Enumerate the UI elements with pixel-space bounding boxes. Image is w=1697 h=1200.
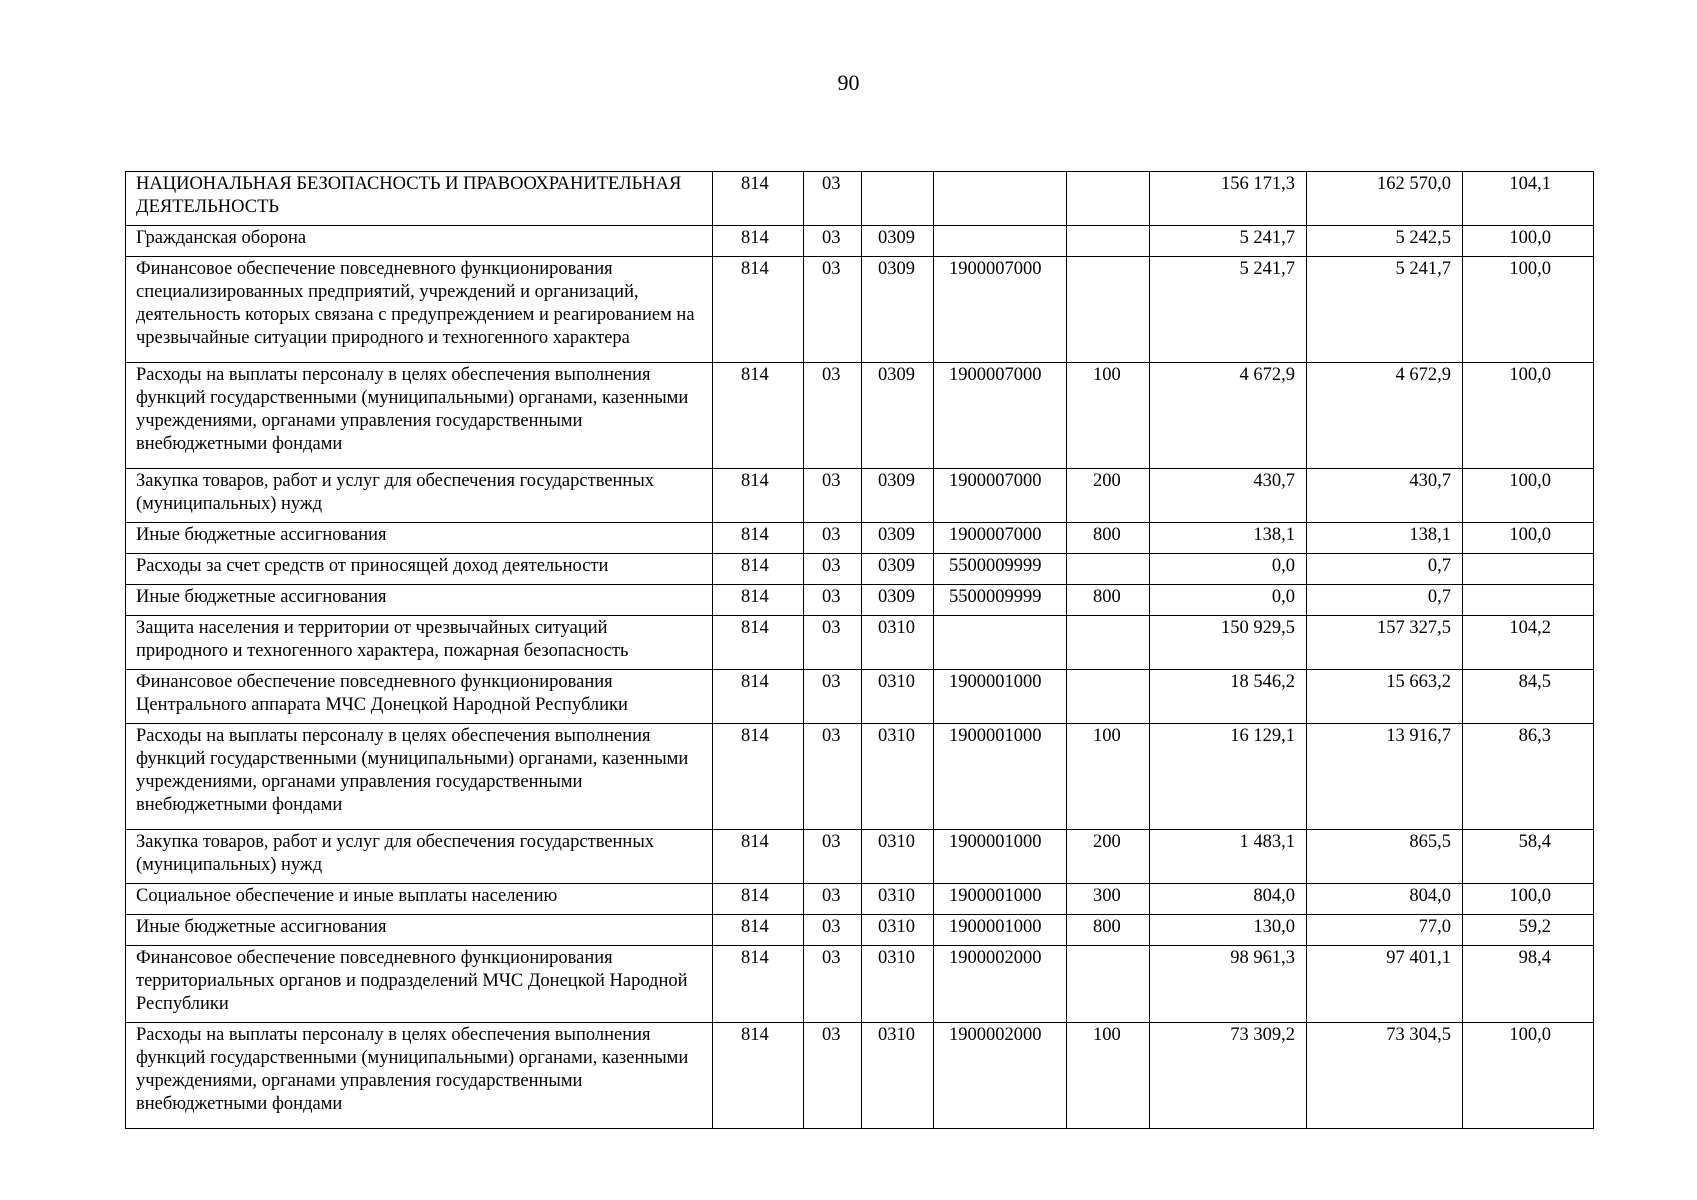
row-code: 814: [713, 523, 804, 554]
row-subsection: [862, 172, 934, 226]
row-code: 814: [713, 1023, 804, 1129]
row-subsection: 0310: [862, 915, 934, 946]
row-section: 03: [804, 257, 862, 363]
row-expense-type: 200: [1067, 830, 1150, 884]
row-actual-amount: 157 327,5: [1307, 616, 1463, 670]
row-article: 5500009999: [934, 585, 1067, 616]
table-row: [126, 915, 1594, 946]
row-article: 1900001000: [934, 670, 1067, 724]
row-percent: 59,2: [1463, 915, 1594, 946]
row-actual-amount: 5 242,5: [1307, 226, 1463, 257]
row-article: 1900001000: [934, 915, 1067, 946]
row-actual-amount: 73 304,5: [1307, 1023, 1463, 1129]
table-row: [126, 172, 1594, 226]
row-percent: [1463, 554, 1594, 585]
row-plan-amount: 16 129,1: [1150, 724, 1307, 830]
row-name: Гражданская оборона: [126, 226, 713, 257]
row-plan-amount: 0,0: [1150, 554, 1307, 585]
table-row: [126, 946, 1594, 1023]
row-section: 03: [804, 585, 862, 616]
row-plan-amount: 138,1: [1150, 523, 1307, 554]
row-expense-type: 300: [1067, 884, 1150, 915]
row-code: 814: [713, 585, 804, 616]
row-subsection: 0310: [862, 946, 934, 1023]
row-actual-amount: 430,7: [1307, 469, 1463, 523]
row-percent: [1463, 585, 1594, 616]
row-expense-type: [1067, 946, 1150, 1023]
row-expense-type: 800: [1067, 585, 1150, 616]
table-row: [126, 670, 1594, 724]
row-code: 814: [713, 670, 804, 724]
row-section: 03: [804, 554, 862, 585]
row-percent: 100,0: [1463, 363, 1594, 469]
row-name: Иные бюджетные ассигнования: [126, 523, 713, 554]
row-percent: 86,3: [1463, 724, 1594, 830]
page-number: 90: [837, 70, 860, 95]
row-plan-amount: 430,7: [1150, 469, 1307, 523]
row-article: 1900007000: [934, 363, 1067, 469]
table-row: [126, 469, 1594, 523]
row-percent: 100,0: [1463, 884, 1594, 915]
row-percent: 100,0: [1463, 257, 1594, 363]
row-article: 1900001000: [934, 884, 1067, 915]
table-row: [126, 257, 1594, 363]
row-section: 03: [804, 172, 862, 226]
budget-table: [125, 171, 1594, 1129]
row-actual-amount: 13 916,7: [1307, 724, 1463, 830]
table-row: [126, 363, 1594, 469]
row-actual-amount: 865,5: [1307, 830, 1463, 884]
table-row: [126, 554, 1594, 585]
row-expense-type: 800: [1067, 915, 1150, 946]
row-name: Расходы на выплаты персоналу в целях обеспечения выполнения функций государственными (муниципальными) органами, казенными учреждениями, органами управления государственными внебюджетными фондами: [126, 1023, 713, 1129]
row-article: 1900001000: [934, 830, 1067, 884]
row-plan-amount: 73 309,2: [1150, 1023, 1307, 1129]
row-actual-amount: 0,7: [1307, 554, 1463, 585]
row-subsection: 0310: [862, 830, 934, 884]
row-percent: 100,0: [1463, 523, 1594, 554]
table-row: [126, 616, 1594, 670]
row-plan-amount: 5 241,7: [1150, 257, 1307, 363]
row-actual-amount: 804,0: [1307, 884, 1463, 915]
row-subsection: 0309: [862, 554, 934, 585]
row-name: Финансовое обеспечение повседневного функционирования специализированных предприятий, учреждений и организаций, деятельность которых связана с предупреждением и реагированием на чрезвычайные ситуации природного и техногенного характера: [126, 257, 713, 363]
row-section: 03: [804, 724, 862, 830]
row-article: 1900007000: [934, 523, 1067, 554]
row-percent: 100,0: [1463, 1023, 1594, 1129]
row-code: 814: [713, 724, 804, 830]
row-expense-type: [1067, 670, 1150, 724]
row-plan-amount: 156 171,3: [1150, 172, 1307, 226]
row-subsection: 0309: [862, 585, 934, 616]
table-body: [126, 172, 1594, 1129]
row-article: [934, 616, 1067, 670]
row-plan-amount: 130,0: [1150, 915, 1307, 946]
row-article: 5500009999: [934, 554, 1067, 585]
row-expense-type: 200: [1067, 469, 1150, 523]
row-code: 814: [713, 172, 804, 226]
row-name: Закупка товаров, работ и услуг для обеспечения государственных (муниципальных) нужд: [126, 830, 713, 884]
row-name: Финансовое обеспечение повседневного функционирования территориальных органов и подразделений МЧС Донецкой Народной Республики: [126, 946, 713, 1023]
row-article: 1900007000: [934, 469, 1067, 523]
table-row: [126, 830, 1594, 884]
row-plan-amount: 1 483,1: [1150, 830, 1307, 884]
row-name: Иные бюджетные ассигнования: [126, 915, 713, 946]
row-expense-type: [1067, 172, 1150, 226]
row-subsection: 0310: [862, 616, 934, 670]
row-subsection: 0310: [862, 884, 934, 915]
row-article: [934, 172, 1067, 226]
row-plan-amount: 18 546,2: [1150, 670, 1307, 724]
row-code: 814: [713, 226, 804, 257]
row-actual-amount: 77,0: [1307, 915, 1463, 946]
row-percent: 100,0: [1463, 469, 1594, 523]
row-code: 814: [713, 884, 804, 915]
row-section: 03: [804, 1023, 862, 1129]
table-row: [126, 1023, 1594, 1129]
row-name: НАЦИОНАЛЬНАЯ БЕЗОПАСНОСТЬ И ПРАВООХРАНИТЕЛЬНАЯ ДЕЯТЕЛЬНОСТЬ: [126, 172, 713, 226]
row-percent: 100,0: [1463, 226, 1594, 257]
row-name: Защита населения и территории от чрезвычайных ситуаций природного и техногенного характера, пожарная безопасность: [126, 616, 713, 670]
row-expense-type: [1067, 226, 1150, 257]
row-percent: 98,4: [1463, 946, 1594, 1023]
table-row: [126, 523, 1594, 554]
row-expense-type: [1067, 554, 1150, 585]
row-actual-amount: 0,7: [1307, 585, 1463, 616]
row-percent: 104,2: [1463, 616, 1594, 670]
row-actual-amount: 5 241,7: [1307, 257, 1463, 363]
row-actual-amount: 97 401,1: [1307, 946, 1463, 1023]
row-article: 1900001000: [934, 724, 1067, 830]
row-expense-type: 800: [1067, 523, 1150, 554]
table-row: [126, 585, 1594, 616]
row-name: Расходы за счет средств от приносящей доход деятельности: [126, 554, 713, 585]
row-plan-amount: 804,0: [1150, 884, 1307, 915]
row-expense-type: [1067, 257, 1150, 363]
row-name: Закупка товаров, работ и услуг для обеспечения государственных (муниципальных) нужд: [126, 469, 713, 523]
row-code: 814: [713, 946, 804, 1023]
row-article: 1900002000: [934, 1023, 1067, 1129]
row-code: 814: [713, 257, 804, 363]
row-name: Социальное обеспечение и иные выплаты населению: [126, 884, 713, 915]
row-section: 03: [804, 616, 862, 670]
row-actual-amount: 162 570,0: [1307, 172, 1463, 226]
row-section: 03: [804, 226, 862, 257]
row-subsection: 0309: [862, 469, 934, 523]
row-plan-amount: 4 672,9: [1150, 363, 1307, 469]
row-expense-type: 100: [1067, 724, 1150, 830]
row-article: [934, 226, 1067, 257]
row-subsection: 0309: [862, 226, 934, 257]
row-subsection: 0309: [862, 257, 934, 363]
row-section: 03: [804, 915, 862, 946]
table-row: [126, 226, 1594, 257]
row-subsection: 0309: [862, 523, 934, 554]
table-row: [126, 884, 1594, 915]
row-percent: 58,4: [1463, 830, 1594, 884]
row-actual-amount: 138,1: [1307, 523, 1463, 554]
row-section: 03: [804, 670, 862, 724]
row-section: 03: [804, 884, 862, 915]
row-code: 814: [713, 915, 804, 946]
row-subsection: 0310: [862, 670, 934, 724]
row-name: Расходы на выплаты персоналу в целях обеспечения выполнения функций государственными (муниципальными) органами, казенными учреждениями, органами управления государственными внебюджетными фондами: [126, 724, 713, 830]
row-expense-type: [1067, 616, 1150, 670]
row-name: Финансовое обеспечение повседневного функционирования Центрального аппарата МЧС Донецкой Народной Республики: [126, 670, 713, 724]
row-name: Иные бюджетные ассигнования: [126, 585, 713, 616]
row-article: 1900007000: [934, 257, 1067, 363]
row-name: Расходы на выплаты персоналу в целях обеспечения выполнения функций государственными (муниципальными) органами, казенными учреждениями, органами управления государственными внебюджетными фондами: [126, 363, 713, 469]
row-article: 1900002000: [934, 946, 1067, 1023]
table-row: [126, 724, 1594, 830]
row-section: 03: [804, 830, 862, 884]
row-plan-amount: 0,0: [1150, 585, 1307, 616]
row-percent: 84,5: [1463, 670, 1594, 724]
row-section: 03: [804, 946, 862, 1023]
row-code: 814: [713, 554, 804, 585]
row-plan-amount: 5 241,7: [1150, 226, 1307, 257]
row-expense-type: 100: [1067, 1023, 1150, 1129]
row-subsection: 0310: [862, 1023, 934, 1129]
row-section: 03: [804, 523, 862, 554]
row-code: 814: [713, 363, 804, 469]
row-subsection: 0309: [862, 363, 934, 469]
row-section: 03: [804, 469, 862, 523]
row-actual-amount: 4 672,9: [1307, 363, 1463, 469]
row-code: 814: [713, 616, 804, 670]
row-section: 03: [804, 363, 862, 469]
row-plan-amount: 98 961,3: [1150, 946, 1307, 1023]
row-percent: 104,1: [1463, 172, 1594, 226]
row-code: 814: [713, 830, 804, 884]
row-subsection: 0310: [862, 724, 934, 830]
row-expense-type: 100: [1067, 363, 1150, 469]
row-plan-amount: 150 929,5: [1150, 616, 1307, 670]
row-actual-amount: 15 663,2: [1307, 670, 1463, 724]
row-code: 814: [713, 469, 804, 523]
